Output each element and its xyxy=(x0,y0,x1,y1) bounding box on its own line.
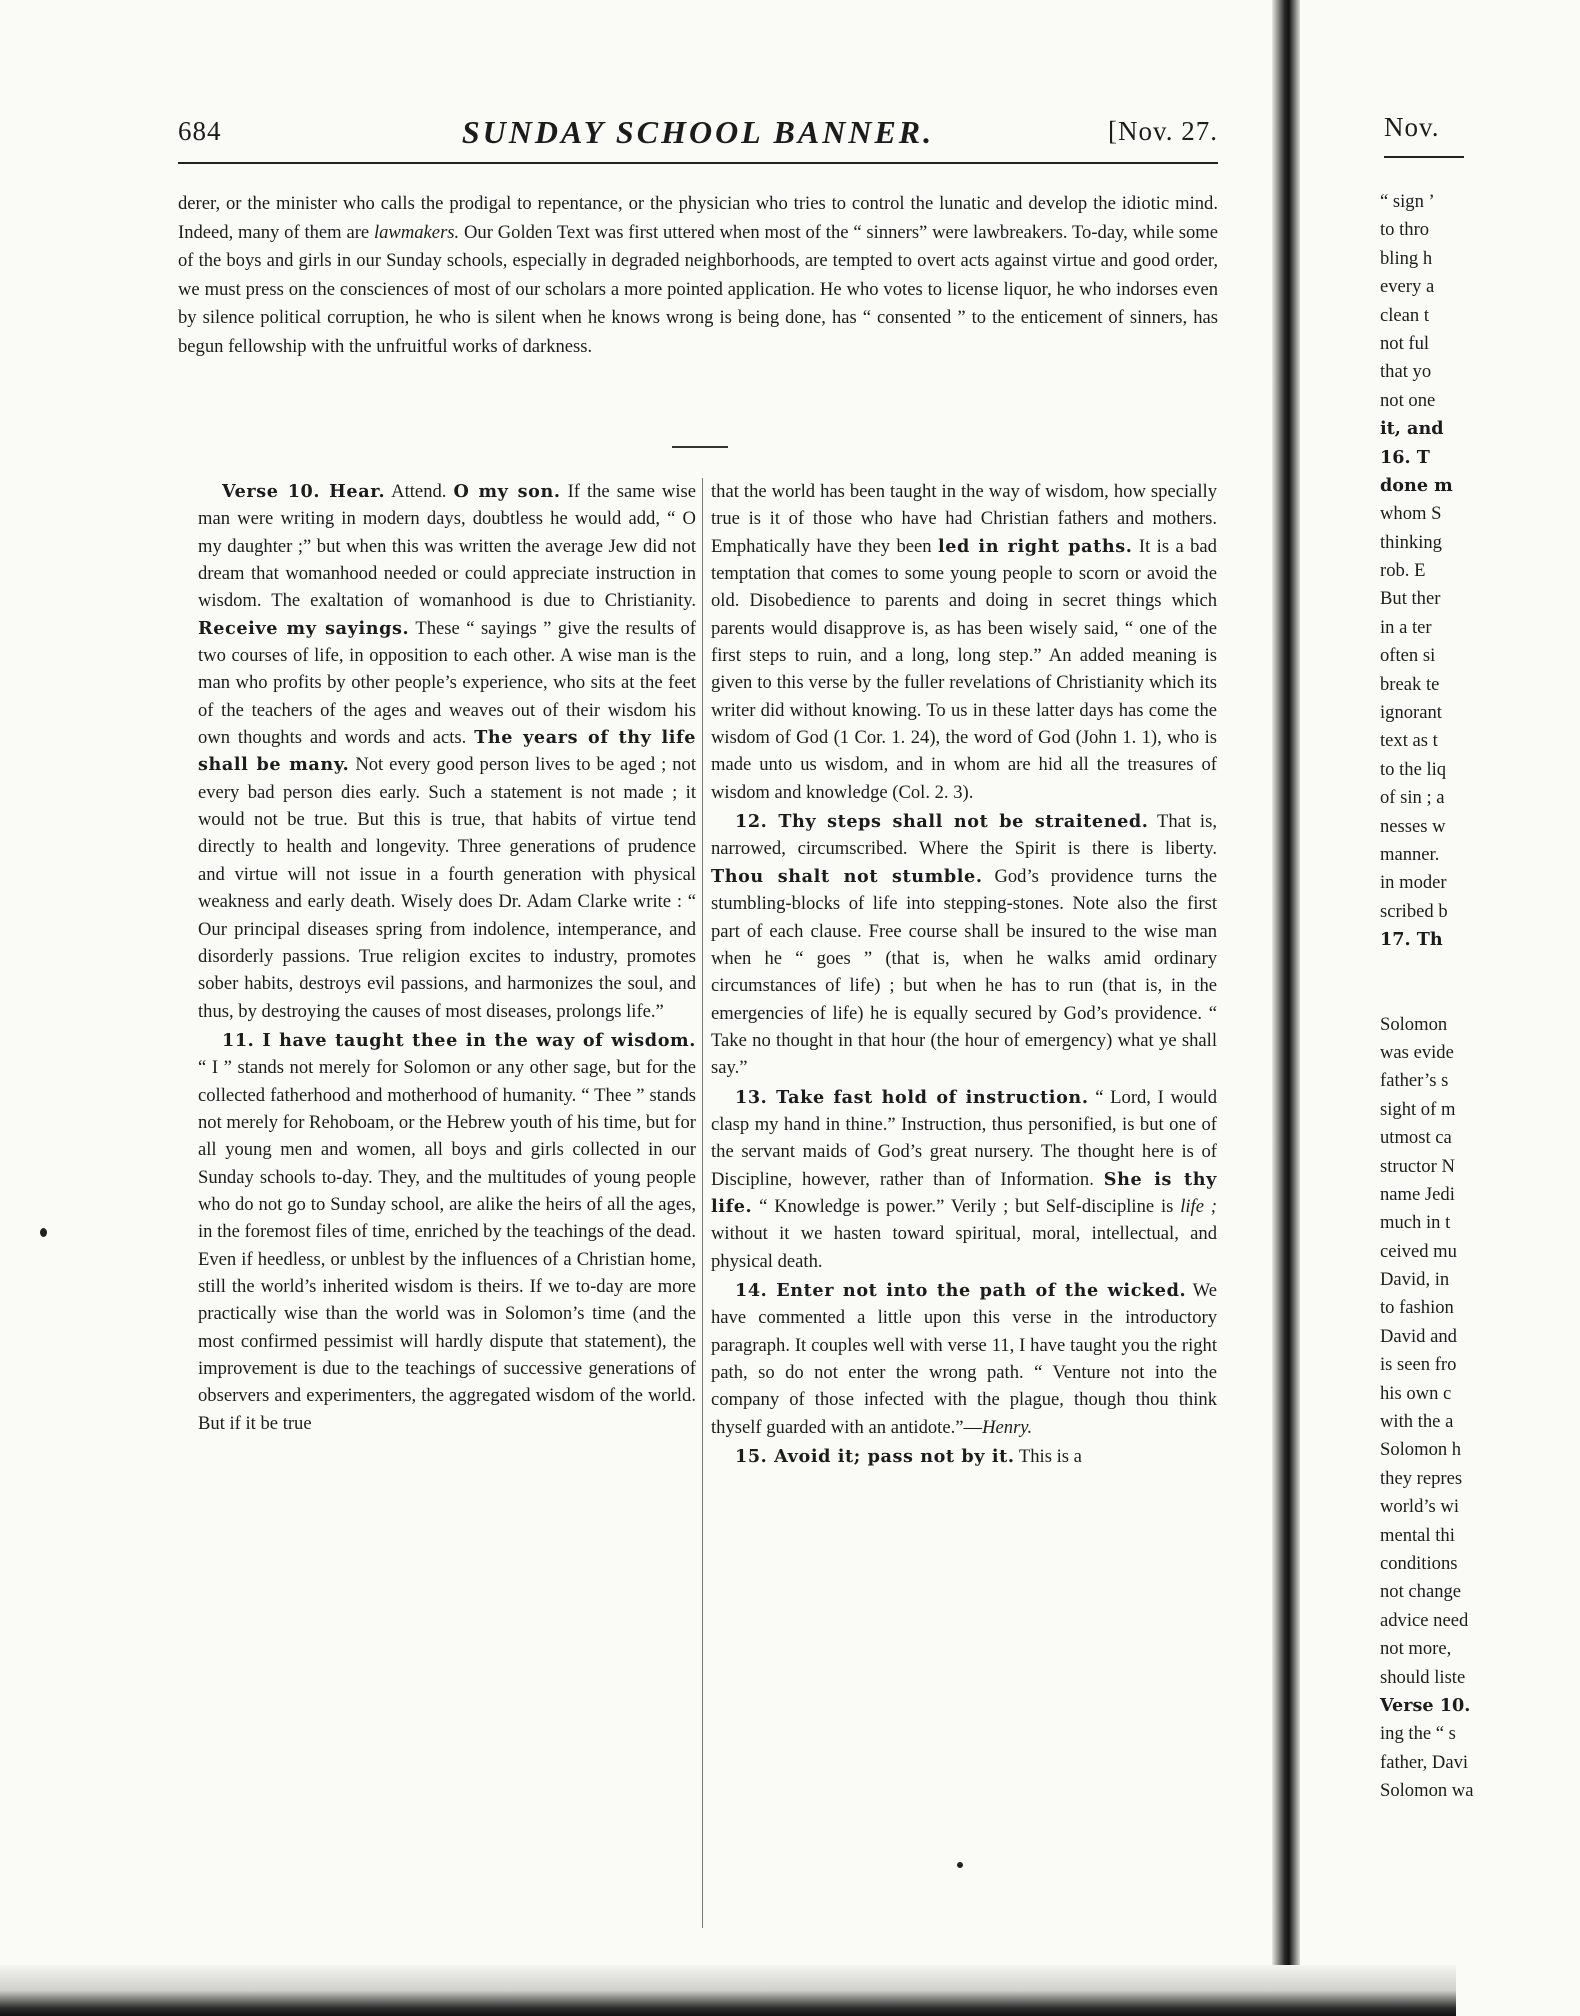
facing-page-line: ing the “ s xyxy=(1380,1723,1456,1745)
book-gutter-shadow xyxy=(1272,0,1300,2016)
facing-page-line: in a ter xyxy=(1380,616,1432,638)
text: It is a bad temptation that comes to some young people to scorn or avoid the old. Disobedience to parents and doing in secret things which parents would disapprove is, as has been wisely said, “ one of the first steps to ruin, and a long, long step.” An added meaning is given to this verse by the fuller revelations of Christianity which its writer did without knowing. To us in these latter days has come the wisdom of God (1 Cor. 1. 24), the word of God (John 1. 1), who is made unto us wisdom, and in whom are hid all the treasures of wisdom and knowledge (Col. 2. 3). xyxy=(711,535,1217,803)
facing-page-line: break te xyxy=(1380,673,1440,695)
facing-page-line: it, and xyxy=(1380,418,1444,440)
facing-page-line: was evide xyxy=(1380,1041,1454,1063)
facing-page-line: name Jedi xyxy=(1380,1183,1455,1205)
phrase-heading: Receive my sayings. xyxy=(198,617,410,639)
text: These “ sayings ” give the results of two courses of life, in opposition to each other. A wise man is the man who profits by other people’s experience, who sits at the feet of the teachers of the ages and weaves out of their wisdom his own thoughts and words and acts. xyxy=(198,617,696,749)
facing-page-line: father’s s xyxy=(1380,1070,1449,1092)
facing-page-line: his own c xyxy=(1380,1382,1452,1404)
facing-page-line: ceived mu xyxy=(1380,1240,1457,1262)
phrase-heading: She is thy life. xyxy=(711,1168,1217,1217)
verse-12-heading: 12. Thy steps shall not be straitened. xyxy=(735,811,1149,833)
facing-page-line: should liste xyxy=(1380,1666,1466,1688)
verse-13-heading: 13. Take fast hold of instruction. xyxy=(735,1086,1089,1108)
facing-page-line: often si xyxy=(1380,645,1436,667)
facing-page-line xyxy=(1380,955,1580,1011)
facing-page-line: of sin ; a xyxy=(1380,787,1445,809)
facing-page-line: not change xyxy=(1380,1581,1462,1603)
facing-page-line: whom S xyxy=(1380,503,1442,525)
verse-14-paragraph xyxy=(711,1277,1217,1441)
verse-15-heading: 15. Avoid it; pass not by it. xyxy=(735,1446,1015,1468)
facing-page-line: they repres xyxy=(1380,1467,1463,1489)
column-rule xyxy=(702,478,703,1928)
text: that the world has been taught in the way of wisdom, how specially true is it of those who have had Christian fathers and mothers. Emphatically have they been xyxy=(711,481,1217,557)
facing-page-line: 17. Th xyxy=(1380,929,1443,951)
facing-page-line: utmost ca xyxy=(1380,1127,1452,1149)
facing-page-rule xyxy=(1384,156,1464,158)
facing-page-line: sight of m xyxy=(1380,1098,1456,1120)
phrase-heading: The years of thy life shall be many. xyxy=(198,727,696,776)
facing-page-line: not one xyxy=(1380,389,1436,411)
text: “ Lord, I would clasp my hand in thine.” Instruction, thus personified, is but one of the servant maids of God’s great nursery. The thought here is of Discipline, however, rather than of Information. xyxy=(711,1086,1217,1190)
facing-page-line: nesses w xyxy=(1380,815,1446,837)
verse-12-paragraph xyxy=(711,808,1217,1081)
facing-page-line: to fashion xyxy=(1380,1297,1454,1319)
phrase-heading: Thou shalt not stumble. xyxy=(711,865,983,887)
facing-page-line: done m xyxy=(1380,474,1453,496)
scan-speck xyxy=(40,1228,47,1237)
facing-page-line: to thro xyxy=(1380,219,1430,241)
facing-page-line: advice need xyxy=(1380,1609,1469,1631)
facing-page-line: father, Davi xyxy=(1380,1751,1469,1773)
text: Attend. xyxy=(385,481,454,502)
facing-page-fragment xyxy=(1300,0,1474,1965)
facing-page-line: rob. E xyxy=(1380,560,1426,582)
facing-page-line: conditions xyxy=(1380,1552,1458,1574)
facing-page-line: with the a xyxy=(1380,1411,1454,1433)
facing-page-line: structor N xyxy=(1380,1155,1455,1177)
facing-page-line: much in t xyxy=(1380,1212,1451,1234)
facing-page-line: “ sign ’ xyxy=(1380,191,1435,212)
verse-13-paragraph xyxy=(711,1084,1217,1275)
facing-page-line: bling h xyxy=(1380,247,1433,269)
facing-page-line: clean t xyxy=(1380,304,1430,326)
text: God’s providence turns the stumbling-blocks of life into stepping-stones. Note also the first part of each clause. Free course shall be insured to the wise man when he “ goes ” (that is, when he walks amid ordinary circumstances of life) ; but when he has to run (that is, in the emergencies of life) he is equally secured by God’s providence. “ Take no thought in that hour (the hour of emergency) what ye shall say.” xyxy=(711,865,1218,1079)
phrase-heading: led in right paths. xyxy=(937,535,1133,557)
facing-page-line: 16. T xyxy=(1380,446,1430,468)
facing-page-header: Nov. xyxy=(1384,112,1440,142)
scan-bottom-edge xyxy=(0,1965,1456,2016)
verse-11-paragraph xyxy=(198,1027,696,1437)
intro-text-1: derer, or the minister who calls the prodigal to repentance, or the physician who tries to control the lunatic and develop the idiotic mind. Indeed, many of them are xyxy=(178,193,1218,243)
facing-page-line: Verse 10. xyxy=(1380,1694,1471,1716)
continued-paragraph xyxy=(711,478,1217,806)
facing-page-line: Solomon h xyxy=(1380,1439,1462,1461)
facing-page-line: But ther xyxy=(1380,588,1441,610)
verse-11-heading: 11. I have taught thee in the way of wisdom. xyxy=(222,1029,696,1051)
intro-italic: lawmakers. xyxy=(373,221,460,243)
citation: Henry. xyxy=(982,1416,1033,1438)
facing-page-line: text as t xyxy=(1380,730,1438,752)
facing-page-line: manner. xyxy=(1380,843,1440,865)
text: We have commented a little upon this verse in the introductory paragraph. It couples well with verse 11, I have taught you the right path, so do not enter the wrong path. “ Venture not into the company of those infected with the plague, though thou think thyself guarded with an antidote.”— xyxy=(711,1279,1217,1438)
facing-page-text xyxy=(1380,188,1580,1805)
phrase-heading: O my son. xyxy=(453,481,561,502)
issue-date: [Nov. 27. xyxy=(1108,116,1218,146)
facing-page-line: Solomon wa xyxy=(1380,1780,1474,1802)
scan-speck xyxy=(957,1862,963,1868)
facing-page-line: world’s wi xyxy=(1380,1496,1460,1518)
facing-page-line: to the liq xyxy=(1380,758,1447,780)
facing-page-line: every a xyxy=(1380,276,1435,298)
page-number: 684 xyxy=(178,116,222,146)
facing-page-line: mental thi xyxy=(1380,1524,1455,1546)
facing-page-line: not more, xyxy=(1380,1638,1452,1660)
facing-page-line: in moder xyxy=(1380,872,1447,894)
facing-page-line: that yo xyxy=(1380,361,1432,383)
intro-text-2: Our Golden Text was first uttered when most of the “ sinners” were lawbreakers. To-day, while some of the boys and girls in our Sunday schools, especially in degraded neighborhoods, are tempted to overt acts against virtue and good order, we must press on the consciences of most of our scholars a more pointed application. He who votes to license liquor, he who indorses even by silence political corruption, he who is silent when he knows wrong is being done, has “ consented ” to the enticement of sinners, has begun fellowship with the unfruitful works of darkness. xyxy=(178,221,1219,357)
journal-title: SUNDAY SCHOOL BANNER. xyxy=(461,114,935,150)
verse-15-paragraph xyxy=(711,1443,1217,1470)
verse-10-paragraph xyxy=(198,478,696,1025)
facing-page-line: scribed b xyxy=(1380,900,1448,922)
text: If the same wise man were writing in modern days, doubtless he would add, “ O my daughter ;” but when this was written the average Jew did not dream that womanhood needed or could appreciate instruction in wisdom. The exaltation of womanhood is due to Christianity. xyxy=(198,481,697,612)
verse-10-heading: Verse 10. Hear. xyxy=(222,481,386,502)
verse-14-heading: 14. Enter not into the path of the wicked. xyxy=(735,1279,1187,1301)
running-header xyxy=(178,112,1218,164)
text: “ I ” stands not merely for Solomon or any other sage, but for the collected fatherhood and motherhood of humanity. “ Thee ” stands not merely for Rehoboam, or the Hebrew youth of his time, but for all young men and women, all boys and girls collected in our Sunday schools to-day. They, and the multitudes of young people who do not go to Sunday school, are alike the heirs of all the ages, in the foremost files of time, enriched by the teachings of the dead. Even if heedless, or unblest by the influences of a Christian home, still the world’s inherited wisdom is theirs. If we to-day are more practically wise than the world was in Solomon’s time (and the most confirmed pessimist will hardly dispute that statement), the improvement is due to the teachings of successive generations of observers and experimenters, the aggregated wisdom of the world. But if it be true xyxy=(198,1057,696,1434)
text: without it we hasten toward spiritual, moral, intellectual, and physical death. xyxy=(711,1223,1217,1272)
facing-page-line: thinking xyxy=(1380,531,1442,553)
left-column xyxy=(198,478,696,1437)
text: Not every good person lives to be aged ; not every bad person dies early. Such a statement is not made ; it would not be true. But this is true, that habits of virtue tend directly to health and longevity. Three generations of prudence and virtue will not issue in a fourth generation with physical weakness and early death. Wisely does Dr. Adam Clarke write : “ Our principal diseases spring from indolence, intemperance, and disorderly passions. True religion excites to industry, promotes sober habits, destroys evil passions, and harmonizes the soul, and thus, by destroying the causes of most diseases, prolongs life.” xyxy=(198,754,696,1022)
facing-page-line: David and xyxy=(1380,1325,1457,1347)
facing-page-line: David, in xyxy=(1380,1269,1450,1291)
intro-paragraph xyxy=(178,190,1218,362)
facing-page-line: is seen fro xyxy=(1380,1354,1457,1376)
italic-text: life ; xyxy=(1180,1195,1217,1217)
text: That is, narrowed, circumscribed. Where the Spirit is there is liberty. xyxy=(711,811,1217,860)
section-divider xyxy=(672,446,728,448)
facing-page-line: not ful xyxy=(1380,332,1430,354)
facing-page-line: ignorant xyxy=(1380,702,1442,724)
text: This is a xyxy=(1014,1446,1082,1468)
middle-column xyxy=(711,478,1217,1470)
text: “ Knowledge is power.” Verily ; but Self-discipline is xyxy=(752,1195,1181,1217)
facing-page-line: Solomon xyxy=(1380,1013,1448,1035)
